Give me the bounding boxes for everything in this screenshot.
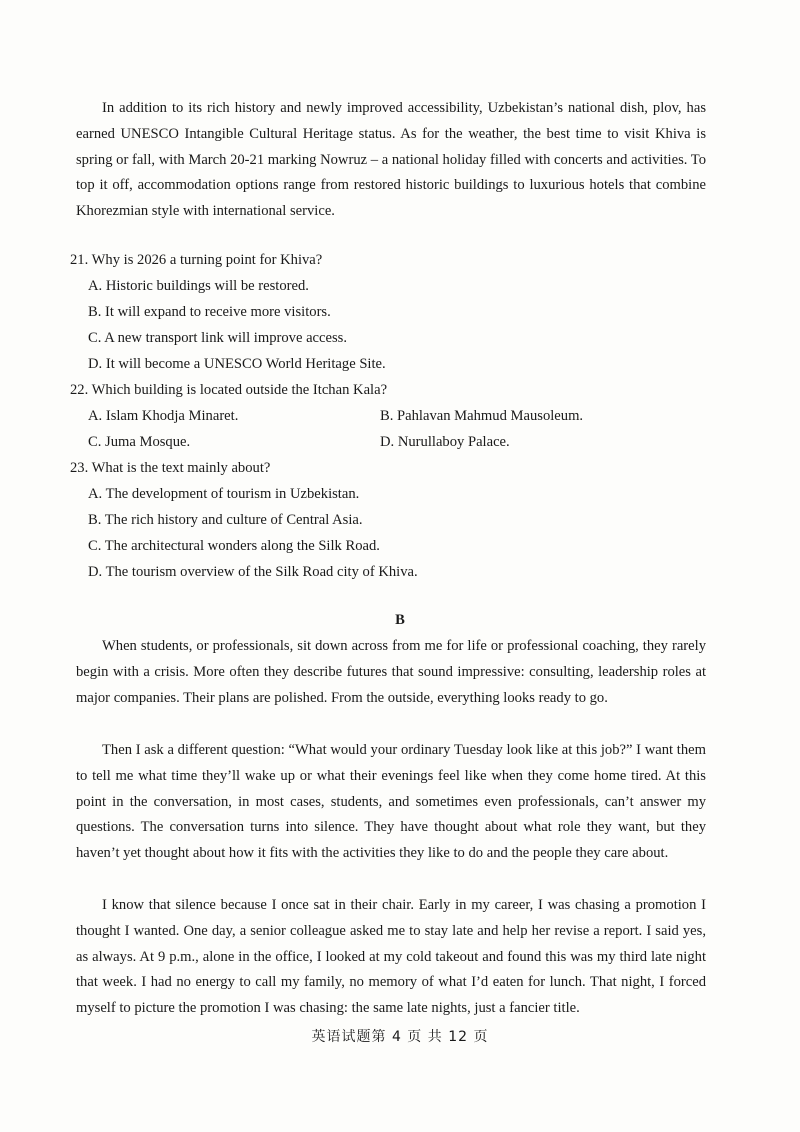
question-22-option-b: B. Pahlavan Mahmud Mausoleum. — [380, 408, 584, 424]
question-23-option-c: C. The architectural wonders along the Silk Road. — [88, 538, 380, 554]
question-23-option-b: B. The rich history and culture of Central Asia. — [88, 512, 363, 528]
question-21-option-c: C. A new transport link will improve access. — [88, 330, 347, 346]
question-23-option-d: D. The tourism overview of the Silk Road city of Khiva. — [88, 564, 418, 580]
section-b-paragraph-3: I know that silence because I once sat in their chair. Early in my career, I was chasing a promotion I thought I wanted. One day, a senior colleague asked me to stay late and help her revise a report. I said yes, as always. At 9 p.m., alone in the office, I looked at my cold takeout and found this was my third late night that week. I had no energy to call my family, no memory of what I’d eaten for lunch. That night, I forced myself to picture the promotion I was chasing: the same late nights, just a fancier title. — [76, 897, 706, 1017]
question-21-option-d: D. It will become a UNESCO World Heritage Site. — [88, 356, 386, 372]
question-23-stem: 23. What is the text mainly about? — [70, 460, 271, 476]
page-footer: 英语试题第 4 页 共 12 页 — [311, 1029, 489, 1045]
passage-a-last-paragraph: In addition to its rich history and newly improved accessibility, Uzbekistan’s national dish, plov, has earned UNESCO Intangible Cultural Heritage status. As for the weather, the best time to visit Khiva is spring or fall, with March 20-21 marking Nowruz – a national holiday filled with concerts and activities. To top it off, accommodation options range from restored historic buildings to luxurious hotels that combine Khorezmian style with international service. — [76, 100, 706, 220]
question-21-stem: 21. Why is 2026 a turning point for Khiva? — [70, 252, 323, 268]
section-b-paragraph-2: Then I ask a different question: “What would your ordinary Tuesday look like at this job?” I want them to tell me what time they’ll wake up or what their evenings feel like when they come home tired. At this point in the conversation, in most cases, students, and sometimes even professionals, can’t answer my questions. The conversation turns into silence. They have thought about what role they want, but they haven’t yet thought about how it fits with the activities they like to do and the people they care about. — [76, 742, 706, 862]
question-22-option-c: C. Juma Mosque. — [88, 434, 191, 450]
question-22-option-a: A. Islam Khodja Minaret. — [88, 408, 239, 424]
section-b-heading: B — [395, 612, 405, 628]
question-22-stem: 22. Which building is located outside the Itchan Kala? — [70, 382, 388, 398]
question-21-option-b: B. It will expand to receive more visitors. — [88, 304, 331, 320]
question-22-option-d: D. Nurullaboy Palace. — [380, 434, 510, 450]
question-21-option-a: A. Historic buildings will be restored. — [88, 278, 309, 294]
section-b-paragraph-1: When students, or professionals, sit down across from me for life or professional coaching, they rarely begin with a crisis. More often they describe futures that sound impressive: consulting, leadership roles at major companies. Their plans are polished. From the outside, everything looks ready to go. — [76, 638, 706, 706]
question-23-option-a: A. The development of tourism in Uzbekistan. — [88, 486, 360, 502]
